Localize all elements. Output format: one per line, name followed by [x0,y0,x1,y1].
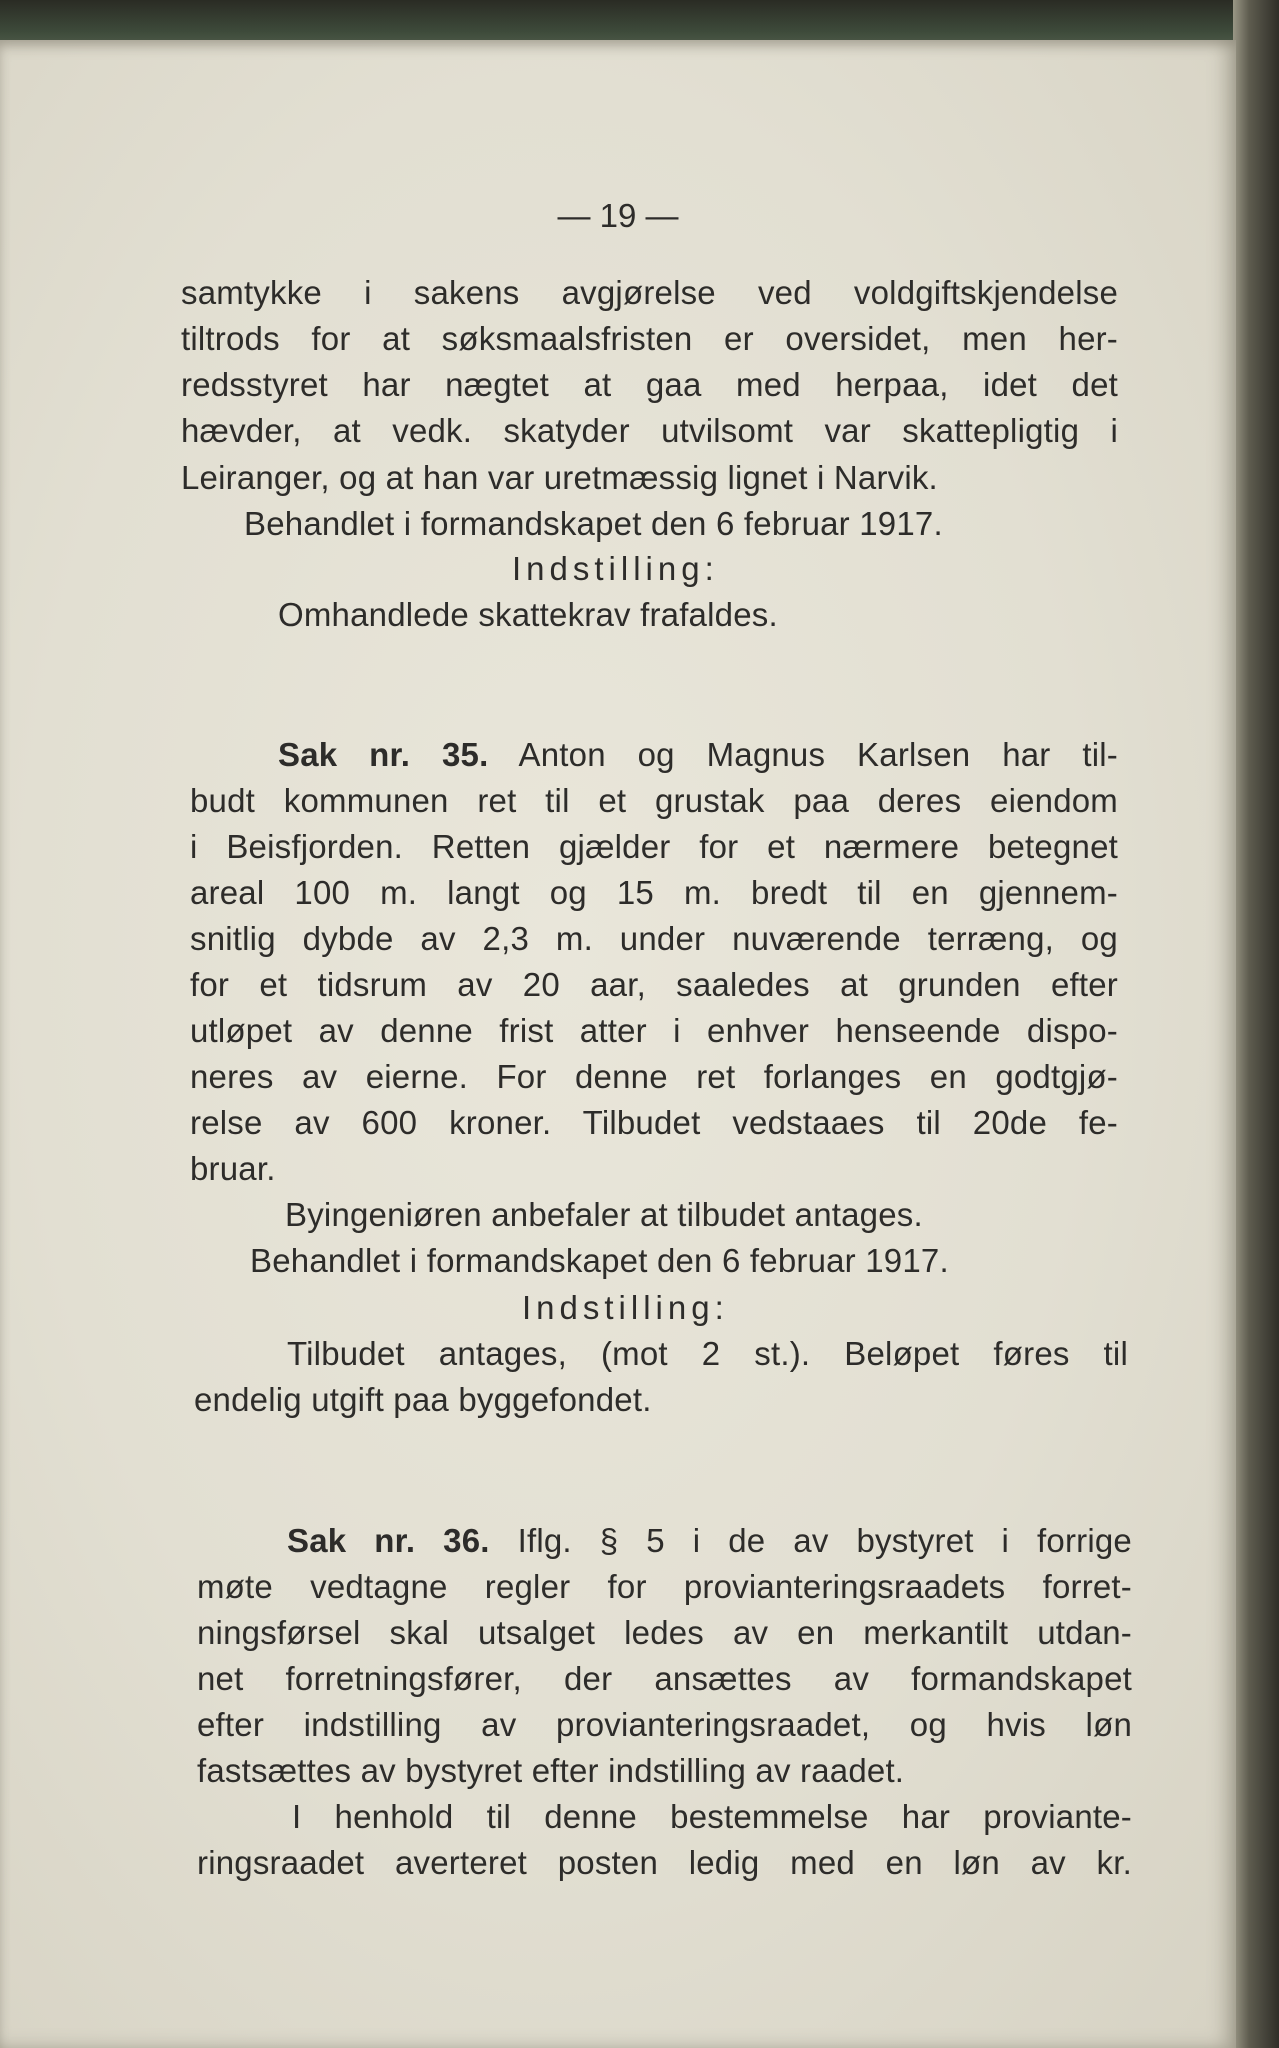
book-spine-edge [1233,0,1279,2048]
text-line: efter indstilling av provianteringsraadet, og hvis løn [197,1706,1132,1743]
recommendation-text: Tilbudet antages, (mot 2 st.). Beløpet føres til [287,1335,1128,1372]
recommendation-heading: Indstilling: [522,1289,729,1326]
text-line: budt kommunen ret til et grustak paa deres eiendom [190,782,1118,819]
text-line: i Beisfjorden. Retten gjælder for et nærmere betegnet [190,828,1118,865]
recommendation-text: Omhandlede skattekrav frafaldes. [278,596,778,633]
text-line: ningsførsel skal utsalget ledes av en merkantilt utdan- [197,1614,1132,1651]
text-line: fastsættes av bystyret efter indstilling av raadet. [197,1752,905,1789]
engineer-note: Byingeniøren anbefaler at tilbudet antages. [285,1196,923,1233]
text-line: utløpet av denne frist atter i enhver henseende dispo- [190,1012,1118,1049]
page-number: — 19 — [557,197,679,234]
text-line: bruar. [190,1150,276,1187]
recommendation-heading: Indstilling: [512,550,719,587]
recommendation-text: endelig utgift paa byggefondet. [194,1381,652,1418]
text-line: ringsraadet averteret posten ledig med en løn av kr. [197,1844,1132,1881]
text-line: I henhold til denne bestemmelse har proviante- [292,1798,1132,1835]
document-page [0,40,1236,2048]
text-line: samtykke i sakens avgjørelse ved voldgiftskjendelse [181,274,1118,311]
treatment-note: Behandlet i formandskapet den 6 februar 1917. [250,1242,949,1279]
text-line: for et tidsrum av 20 aar, saaledes at grunden efter [190,966,1118,1003]
case-35-label: Sak nr. 35. [278,736,489,773]
case-35-first-line: Anton og Magnus Karlsen har til- [518,736,1118,773]
text-line: neres av eierne. For denne ret forlanges en godtgjø- [190,1058,1118,1095]
text-line: hævder, at vedk. skatyder utvilsomt var skattepligtig i [181,412,1118,449]
case-36-label: Sak nr. 36. [287,1522,490,1559]
case-35-heading-line [278,735,1118,775]
treatment-note: Behandlet i formandskapet den 6 februar 1917. [244,505,943,542]
text-line: møte vedtagne regler for provianteringsraadets forret- [197,1568,1132,1605]
text-line: tiltrods for at søksmaalsfristen er oversidet, men her- [181,320,1118,357]
text-line: net forretningsfører, der ansættes av formandskapet [197,1660,1132,1697]
case-36-heading-line [287,1521,1132,1561]
text-line: areal 100 m. langt og 15 m. bredt til en gjennem- [190,874,1118,911]
text-line: redsstyret har nægtet at gaa med herpaa, idet det [181,366,1118,403]
case-36-first-line: Iflg. § 5 i de av bystyret i forrige [517,1522,1132,1559]
text-line: snitlig dybde av 2,3 m. under nuværende terræng, og [190,920,1118,957]
text-line: relse av 600 kroner. Tilbudet vedstaaes til 20de fe- [190,1104,1118,1141]
text-line: Leiranger, og at han var uretmæssig lignet i Narvik. [181,459,938,496]
